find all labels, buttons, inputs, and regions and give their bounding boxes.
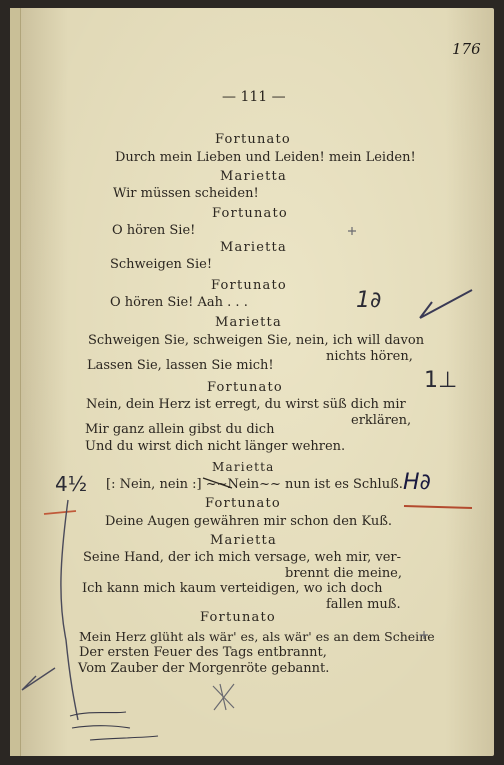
speaker-label: Marietta — [215, 315, 282, 330]
speaker-label: Marietta — [220, 169, 287, 184]
pencil-check — [22, 668, 55, 690]
speaker-label: Fortunato — [200, 610, 276, 625]
lyric-line: Lassen Sie, lassen Sie mich! — [87, 358, 274, 373]
strikethrough — [203, 478, 232, 488]
lyric-line: Durch mein Lieben und Leiden! mein Leiden! — [115, 150, 416, 165]
lyric-line: erklären, — [351, 413, 412, 428]
lyric-line: Der ersten Feuer des Tags entbrannt, — [79, 645, 327, 660]
red-underline — [404, 506, 472, 508]
speaker-label: Fortunato — [212, 206, 288, 221]
lyric-line: Wir müssen scheiden! — [113, 186, 259, 201]
speaker-label: Fortunato — [211, 278, 287, 293]
lyric-line: Seine Hand, der ich mich versage, weh mir, ver- — [83, 550, 402, 565]
speaker-label: Marietta — [220, 240, 287, 255]
folio-number: 176 — [452, 40, 481, 58]
lyric-line: Und du wirst dich nicht länger wehren. — [85, 439, 346, 454]
lyric-line: Ich kann mich kaum verteidigen, wo ich doch — [82, 581, 383, 596]
pencil-plus-mark — [348, 227, 356, 235]
lyric-line: Mir ganz allein gibst du dich — [85, 422, 275, 437]
pencil-cross-mark — [213, 684, 234, 710]
lyric-line: Schweigen Sie, schweigen Sie, nein, ich will davon — [88, 333, 425, 348]
lyric-line: Schweigen Sie! — [110, 257, 213, 272]
lyric-line: [: Nein, nein :] ~~Nein~~ nun ist es Schluß. — [106, 477, 403, 492]
lyric-line: Nein, dein Herz ist erregt, du wirst süß dich mir — [86, 397, 406, 412]
pencil-scribble — [70, 712, 158, 740]
speaker-label: Marietta — [210, 533, 277, 548]
page-number: — 111 — — [222, 89, 286, 105]
lyric-line: Mein Herz glüht als wär' es, als wär' es an dem Scheine — [79, 629, 435, 644]
red-underline — [44, 511, 76, 514]
speaker-label: Fortunato — [207, 380, 283, 395]
pencil-annotation: 1⊥ — [424, 368, 458, 393]
lyric-line: Deine Augen gewähren mir schon den Kuß. — [105, 514, 393, 529]
lyric-line: fallen muß. — [326, 597, 401, 612]
pencil-annotation: 1∂ — [356, 288, 382, 313]
lyric-line: brennt die meine, — [285, 566, 403, 581]
speaker-label: Marietta — [212, 460, 275, 474]
pencil-annotation: 4½ — [55, 472, 88, 496]
lyric-line: Vom Zauber der Morgenröte gebannt. — [78, 661, 330, 676]
checkmark-icon — [420, 290, 472, 318]
pencil-annotation: H∂ — [403, 470, 431, 495]
lyric-line: O hören Sie! Aah . . . — [110, 295, 248, 310]
lyric-line: nichts hören, — [326, 349, 413, 364]
lyric-line: O hören Sie! — [112, 223, 196, 238]
pencil-margin-line — [61, 500, 78, 720]
speaker-label: Fortunato — [215, 132, 291, 147]
speaker-label: Fortunato — [205, 496, 281, 511]
pencil-plus-mark — [420, 631, 428, 639]
